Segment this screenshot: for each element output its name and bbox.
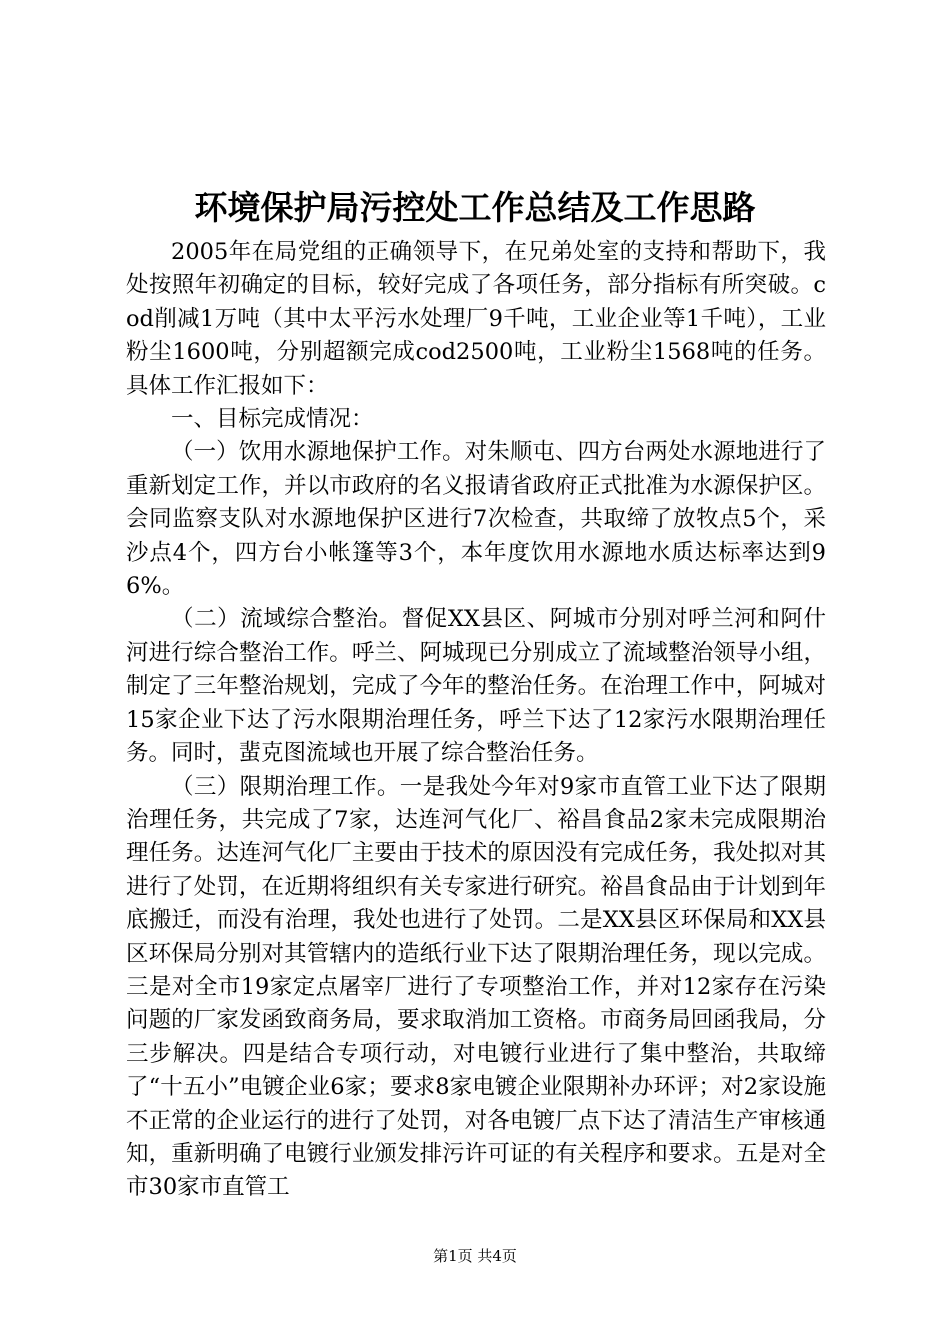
document-title: 环境保护局污控处工作总结及工作思路 [194,188,756,227]
paragraph-deadline-governance: （三）限期治理工作。一是我处今年对9家市直管工业下达了限期治理任务，共完成了7家，达连河气化厂、裕昌食品2家未完成限期治理任务。达连河气化厂主要由于技术的原因没有完成任务，我处拟对其进行了处罚，在近期将组织有关专家进行研究。裕昌食品由于计划到年底搬迁，而没有治理，我处也进行了处罚。二是XX县区环保局和XX县区环保局分别对其管辖内的造纸行业下达了限期治理任务，现以完成。三是对全市19家定点屠宰厂进行了专项整治工作，并对12家存在污染问题的厂家发函致商务局，要求取消加工资格。市商务局回函我局，分三步解决。四是结合专项行动，对电镀行业进行了集中整治，共取缔了“十五小”电镀企业6家；要求8家电镀企业限期补办环评；对2家设施不正常的企业运行的进行了处罚，对各电镀厂点下达了清洁生产审核通知，重新明确了电镀行业颁发排污许可证的有关程序和要求。五是对全市30家市直管工 [126,773,826,1201]
paragraph-intro: 2005年在局党组的正确领导下，在兄弟处室的支持和帮助下，我处按照年初确定的目标，较好完成了各项任务，部分指标有所突破。cod削减1万吨（其中太平污水处理厂9千吨，工业企业等1千吨），工业粉尘1600吨，分别超额完成cod2500吨，工业粉尘1568吨的任务。具体工作汇报如下： [126,239,826,399]
paragraph-water-source: （一）饮用水源地保护工作。对朱顺屯、四方台两处水源地进行了重新划定工作，并以市政府的名义报请省政府正式批准为水源保护区。会同监察支队对水源地保护区进行7次检查，共取缔了放牧点5个，采沙点4个，四方台小帐篷等3个，本年度饮用水源地水质达标率达到96%。 [126,439,826,600]
page-number-footer: 第1页 共4页 [433,1247,517,1265]
section-heading-targets: 一、目标完成情况： [171,406,374,433]
document-body [126,236,826,1205]
paragraph-basin-management: （二）流域综合整治。督促XX县区、阿城市分别对呼兰河和阿什河进行综合整治工作。呼兰、阿城现已分别成立了流域整治领导小组，制定了三年整治规划，完成了今年的整治任务。在治理工作中，阿城对15家企业下达了污水限期治理任务，呼兰下达了12家污水限期治理任务。同时，蜚克图流域也开展了综合整治任务。 [126,606,826,767]
